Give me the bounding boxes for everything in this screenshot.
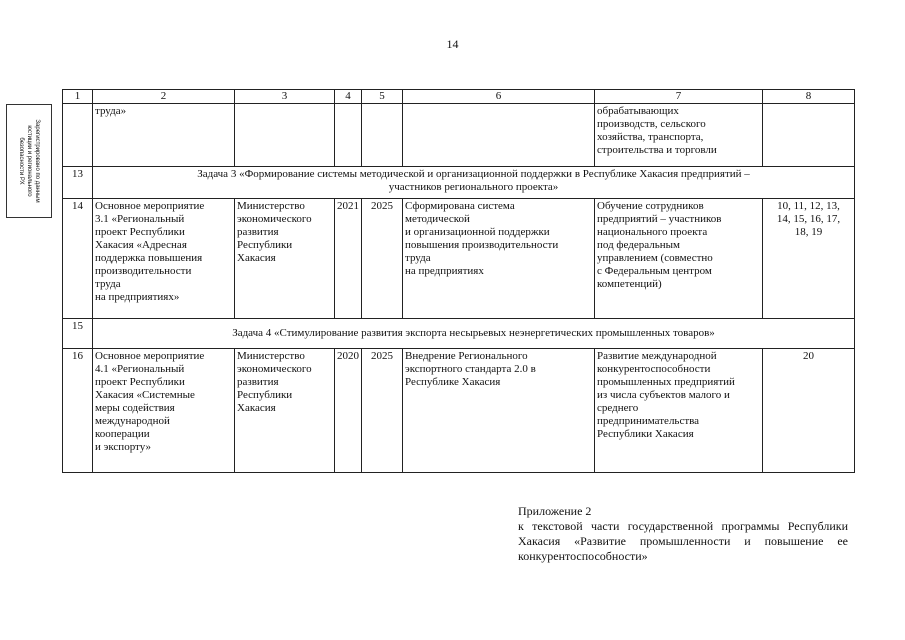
stamp-line: Зарегистрировано по данным xyxy=(34,119,40,203)
header-cell: 8 xyxy=(763,90,855,104)
row-number: 15 xyxy=(63,319,93,349)
table-row-task-4 xyxy=(63,319,855,349)
header-cell: 5 xyxy=(362,90,403,104)
table-row-14 xyxy=(63,199,855,319)
appendix-text: к текстовой части государственной программы Республики Хакасия «Развитие промышленности и повышение ее конкурентоспособности» xyxy=(518,519,848,563)
table-row-16 xyxy=(63,349,855,473)
header-cell: 3 xyxy=(235,90,335,104)
registration-stamp xyxy=(6,104,52,218)
indicators-cell: 10, 11, 12, 13, 14, 15, 16, 17, 18, 19 xyxy=(763,199,855,319)
direction-cell: Развитие международной конкурентоспособности промышленных предприятий из числа субъектов малого и среднего предпринимательства Республики Хакасия xyxy=(595,349,763,473)
appendix-block xyxy=(518,504,848,564)
table-cell xyxy=(335,104,362,167)
table-row-continuation xyxy=(63,104,855,167)
header-row xyxy=(63,90,855,104)
start-year-cell: 2020 xyxy=(335,349,362,473)
table-cell xyxy=(235,104,335,167)
page-number: 14 xyxy=(446,37,459,51)
header-cell: 6 xyxy=(403,90,595,104)
end-year-cell: 2025 xyxy=(362,349,403,473)
row-number: 14 xyxy=(63,199,93,319)
measure-cell: Основное мероприятие 3.1 «Региональный проект Республики Хакасия «Адресная поддержка повышения производительности труда на предприятиях» xyxy=(93,199,235,319)
header-cell: 2 xyxy=(93,90,235,104)
table-cell xyxy=(63,104,93,167)
result-cell: Внедрение Регионального экспортного стандарта 2.0 в Республике Хакасия xyxy=(403,349,595,473)
row-number: 16 xyxy=(63,349,93,473)
indicators-cell: 20 xyxy=(763,349,855,473)
program-table xyxy=(62,89,855,473)
stamp-text xyxy=(17,108,41,214)
table-cell xyxy=(362,104,403,167)
measure-cell: Основное мероприятие 4.1 «Региональный проект Республики Хакасия «Системные меры содействия международной кооперации и экспорту» xyxy=(93,349,235,473)
table-cell xyxy=(403,104,595,167)
task-heading: Задача 4 «Стимулирование развития экспорта несырьевых неэнергетических промышленных товаров» xyxy=(93,319,855,349)
table-cell: обрабатывающих производств, сельского хозяйства, транспорта, строительства и торговли xyxy=(595,104,763,167)
table-cell: труда» xyxy=(93,104,235,167)
header-cell: 4 xyxy=(335,90,362,104)
table-cell xyxy=(763,104,855,167)
table-row-task-3 xyxy=(63,167,855,199)
header-cell: 7 xyxy=(595,90,763,104)
executor-cell: Министерство экономического развития Республики Хакасия xyxy=(235,199,335,319)
result-cell: Сформирована система методической и организационной поддержки повышения производительности труда на предприятиях xyxy=(403,199,595,319)
start-year-cell: 2021 xyxy=(335,199,362,319)
stamp-line: юстиции и регионального xyxy=(26,125,32,197)
end-year-cell: 2025 xyxy=(362,199,403,319)
header-cell: 1 xyxy=(63,90,93,104)
row-number: 13 xyxy=(63,167,93,199)
direction-cell: Обучение сотрудников предприятий – участников национального проекта под федеральным управлением (совместно с Федеральным центром компетенций) xyxy=(595,199,763,319)
task-heading: Задача 3 «Формирование системы методической и организационной поддержки в Республике Хакасия предприятий – участников регионального проекта» xyxy=(93,167,855,199)
appendix-title: Приложение 2 xyxy=(518,504,592,518)
executor-cell: Министерство экономического развития Республики Хакасия xyxy=(235,349,335,473)
stamp-line: безопасности РХ xyxy=(18,137,24,185)
